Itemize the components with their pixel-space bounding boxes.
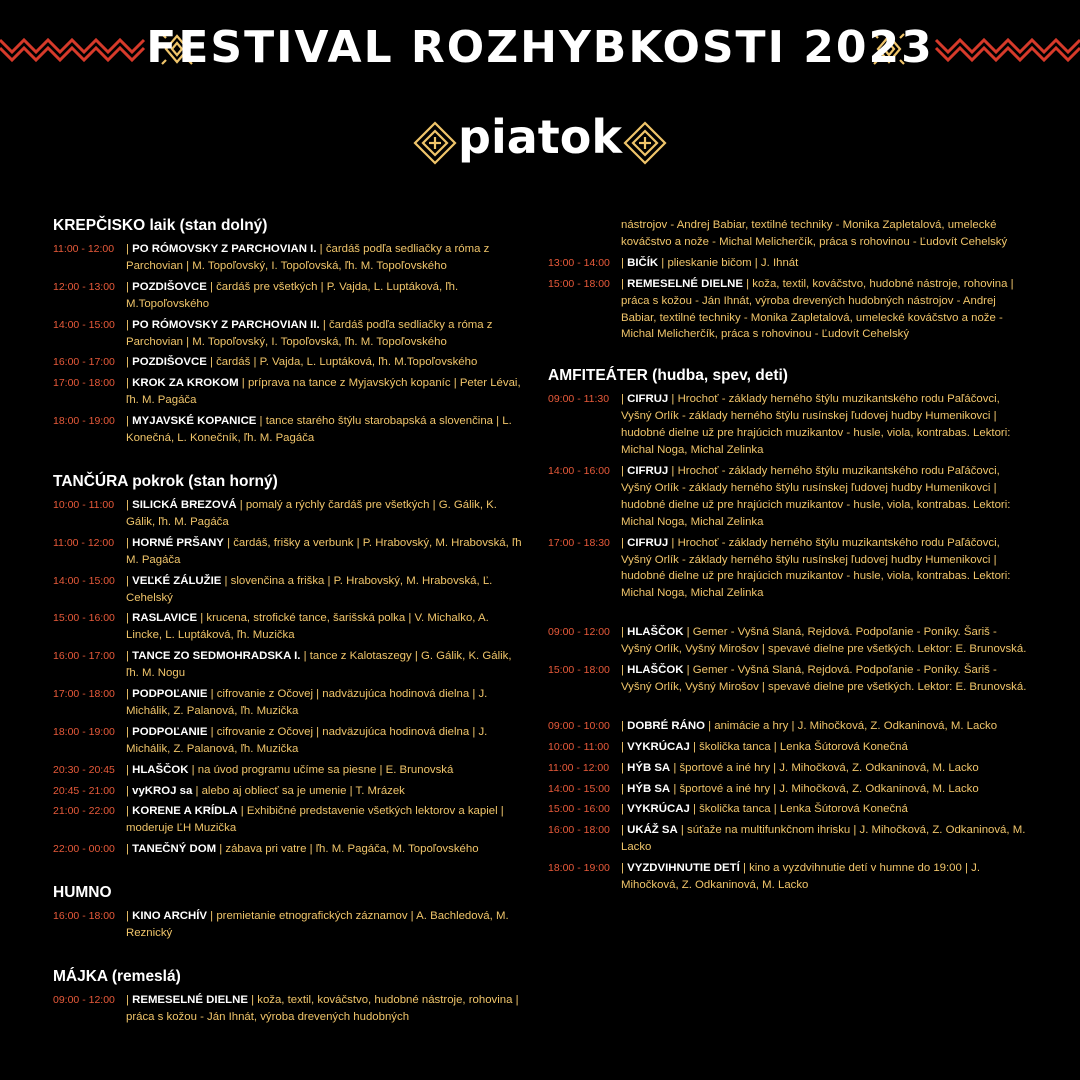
entry-text: krucena, strofické tance, šarišská polka | V. Michalko, A. Lincke, L. Luptáková, ľh. Muzička: [126, 612, 489, 642]
entry-time: 14:00 - 16:00: [548, 464, 610, 477]
amfiteater-music-workshops: [548, 391, 1028, 602]
schedule-entry: [548, 217, 1028, 251]
entry-text: cifrovanie z Očovej | nadväzujúca hodinová dielna | J. Michálik, Z. Palanová, ľh. Muzička: [126, 725, 488, 755]
entry-time: 20:30 - 20:45: [53, 763, 115, 776]
right-column: [548, 217, 1028, 898]
entry-name: HLAŠČOK: [627, 626, 684, 639]
separator: |: [238, 377, 248, 390]
separator: |: [192, 784, 202, 797]
entry-description: | DOBRÉ RÁNO | animácie a hry | J. Mihočková, Z. Odkaninová, M. Lacko: [621, 719, 998, 732]
schedule-entry: [53, 841, 523, 858]
entry-text: školička tanca | Lenka Šútorová Konečná: [699, 803, 908, 816]
entry-text: Gemer - Vyšná Slaná, Rejdová. Podpoľanie - Poníky. Šariš - Vyšný Orlík, Vyšný Mirošov | spevavé dielne pre všetkých. Lektor: E. Brunovská.: [621, 664, 1027, 693]
separator: |: [223, 536, 234, 549]
separator: |: [207, 910, 217, 923]
entry-description: | CIFRUJ | Hrochoť - základy herného štýlu muzikantského rodu Paľáčovci, Vyšný Orlík - základy herného štýlu rusínskej ľudovej hudby Humenikovci | hudobné dielne už pre hrajúcich muzikantov - husle, viola, kontrabas. Lektori: Michal Noga, Michal Zelinka: [621, 393, 1011, 457]
separator: |: [247, 994, 258, 1006]
entry-description: | POZDIŠOVCE | čardáš pre všetkých | P. Vajda, L. Luptáková, ľh. M.Topoľovského: [126, 280, 459, 310]
schedule-section: [53, 968, 523, 1026]
schedule-entry: [53, 573, 523, 607]
entry-description: | TANEČNÝ DOM | zábava pri vatre | ľh. M. Pagáča, M. Topoľovského: [126, 843, 479, 856]
schedule-entry: [53, 317, 523, 351]
entry-description: | REMESELNÉ DIELNE | koža, textil, kováčstvo, hudobné nástroje, rohovina | práca s kožou - Ján Ihnát, výroba drevených hudobných: [126, 994, 519, 1023]
entry-text: kino a vyzdvihnutie detí v humne do 19:00 | J. Mihočková, Z. Odkaninová, M. Lacko: [621, 862, 980, 892]
schedule-entry: [548, 535, 1028, 603]
entry-name: MYJAVSKÉ KOPANICE: [132, 415, 257, 428]
separator: |: [216, 843, 226, 856]
separator: |: [683, 626, 693, 639]
entry-description: | KORENE A KRÍDLA | Exhibičné predstavenie všetkých lektorov a kapiel | moderuje ĽH Muzička: [126, 805, 504, 835]
entry-description: | vyKROJ sa | alebo aj obliecť sa je umenie | T. Mrázek: [126, 784, 405, 797]
entry-text: školička tanca | Lenka Šútorová Konečná: [699, 740, 908, 753]
entry-description: | VYKRÚCAJ | školička tanca | Lenka Šútorová Konečná: [621, 803, 908, 816]
separator: |: [677, 824, 688, 837]
entry-text: Gemer - Vyšná Slaná, Rejdová. Podpoľanie - Poníky. Šariš - Vyšný Orlík, Vyšný Mirošov | spevavé dielne pre všetkých. Lektor: E. Brunovská.: [621, 626, 1027, 656]
separator: |: [670, 761, 680, 774]
entry-name: SILICKÁ BREZOVÁ: [132, 498, 237, 511]
entry-time: 20:45 - 21:00: [53, 784, 115, 797]
entry-time: 14:00 - 15:00: [53, 574, 115, 587]
entry-time: 10:00 - 11:00: [53, 498, 115, 511]
entry-description: [621, 217, 1028, 251]
entry-text: čardáš pre všetkých | P. Vajda, L. Luptáková, ľh. M.Topoľovského: [126, 280, 459, 310]
separator: |: [704, 719, 715, 732]
entry-text: plieskanie bičom | J. Ihnát: [667, 256, 799, 269]
schedule-entry: [548, 822, 1028, 856]
entry-description: | CIFRUJ | Hrochoť - základy herného štýlu muzikantského rodu Paľáčovci, Vyšný Orlík - základy herného štýlu rusínskej ľudovej hudby Humenikovci | hudobné dielne už pre hrajúcich muzikantov - husle, viola, kontrabas. Lektori: Michal Noga, Michal Zelinka: [621, 464, 1011, 528]
entry-name: HÝB SA: [627, 782, 671, 795]
schedule-entry: [548, 624, 1028, 658]
amfiteater-kids-program: [548, 718, 1028, 894]
entry-description: | MYJAVSKÉ KOPANICE | tance starého štýlu starobapská a slovenčina | L. Konečná, L. Konečník, ľh. M. Pagáča: [126, 415, 512, 445]
schedule-entry: [548, 255, 1028, 272]
entry-name: CIFRUJ: [627, 464, 669, 477]
schedule-entry: [53, 279, 523, 313]
entry-text: zábava pri vatre | ľh. M. Pagáča, M. Topoľovského: [225, 843, 479, 856]
entry-description: | SILICKÁ BREZOVÁ | pomalý a rýchly čardáš pre všetkých | G. Gálik, K. Gálik, ľh. M. Pagáča: [126, 498, 497, 528]
separator: |: [221, 574, 231, 587]
entry-time: 18:00 - 19:00: [548, 862, 610, 875]
schedule-section: [53, 473, 523, 858]
separator: |: [668, 393, 678, 406]
entry-description: | VYZDVIHNUTIE DETÍ | kino a vyzdvihnutie detí v humne do 19:00 | J. Mihočková, Z. Odkaninová, M. Lacko: [621, 862, 980, 892]
entry-description: | HLAŠČOK | na úvod programu učíme sa piesne | E. Brunovská: [126, 763, 454, 776]
entry-name: HLAŠČOK: [132, 763, 189, 776]
entry-text: čardáš podľa sedliačky a róma z Parchovian | M. Topoľovský, I. Topoľovská, ľh. M. Topoľovského: [126, 243, 490, 272]
entry-text: koža, textil, kováčstvo, hudobné nástroje, rohovina | práca s kožou - Ján Ihnát, výroba drevených hudobných nástrojov - Andrej Babiar, textilné techniky - Monika Zapletalová, umelecké kováčstvo a nože - Michal Melicherčík, práca s rohovinou - Ľudovít Cehelský: [621, 277, 1014, 341]
entry-time: 12:00 - 13:00: [53, 280, 115, 293]
separator: |: [668, 536, 678, 549]
schedule-entry: [53, 241, 523, 275]
festival-title: FESTIVAL ROZHYBKOSTI 2023: [146, 22, 934, 73]
entry-description: | VEĽKÉ ZÁLUŽIE | slovenčina a friška | P. Hrabovský, M. Hrabovská, Ľ. Cehelský: [126, 574, 493, 604]
entry-name: HLAŠČOK: [627, 664, 684, 677]
entry-time: 18:00 - 19:00: [53, 415, 115, 428]
schedule-entry: [548, 781, 1028, 798]
entry-name: UKÁŽ SA: [627, 824, 678, 837]
entry-time: 17:00 - 18:30: [548, 536, 610, 549]
separator: |: [670, 782, 680, 795]
entry-time: 16:00 - 17:00: [53, 650, 115, 663]
separator: |: [739, 862, 750, 875]
separator: |: [236, 498, 246, 511]
schedule-section: [53, 884, 523, 942]
schedule-section: [53, 217, 523, 447]
entry-description: | HLAŠČOK | Gemer - Vyšná Slaná, Rejdová. Podpoľanie - Poníky. Šariš - Vyšný Orlík, Vyšný Mirošov | spevavé dielne pre všetkých. Lektor: E. Brunovská.: [621, 664, 1027, 693]
entry-time: 16:00 - 18:00: [53, 910, 115, 923]
separator: |: [658, 256, 668, 269]
entry-name: TANCE ZO SEDMOHRADSKA I.: [132, 650, 301, 663]
section-title: MÁJKA (remeslá): [53, 968, 181, 985]
entry-text: súťaže na multifunkčnom ihrisku | J. Mihočková, Z. Odkaninová, M. Lacko: [621, 824, 1026, 854]
entry-time: 11:00 - 12:00: [53, 243, 115, 255]
schedule-entry: [53, 610, 523, 644]
entry-name: VEĽKÉ ZÁLUŽIE: [132, 574, 222, 587]
entry-time: 13:00 - 14:00: [548, 256, 610, 269]
entry-name: KORENE A KRÍDLA: [132, 805, 238, 818]
entry-description: | PO RÓMOVSKY Z PARCHOVIAN I. | čardáš podľa sedliačky a róma z Parchovian | M. Topoľovský, I. Topoľovská, ľh. M. Topoľovského: [126, 243, 490, 272]
entry-description: | CIFRUJ | Hrochoť - základy herného štýlu muzikantského rodu Paľáčovci, Vyšný Orlík - základy herného štýlu rusínskej ľudovej hudby Humenikovci | hudobné dielne už pre hrajúcich muzikantov - husle, viola, kontrabas. Lektori: Michal Noga, Michal Zelinka: [621, 536, 1011, 600]
entry-description: | KINO ARCHÍV | premietanie etnografických záznamov | A. Bachledová, M. Reznický: [126, 910, 509, 940]
schedule-entry: [53, 908, 523, 942]
separator: |: [206, 356, 217, 369]
entry-name: RASLAVICE: [132, 612, 198, 625]
entry-description: | VYKRÚCAJ | školička tanca | Lenka Šútorová Konečná: [621, 740, 908, 753]
schedule-entry: [548, 718, 1028, 735]
entry-text: čardáš, frišky a verbunk | P. Hrabovský, M. Hrabovská, ľh M. Pagáča: [126, 536, 522, 566]
schedule-entry: [548, 760, 1028, 777]
entry-time: 14:00 - 15:00: [548, 782, 610, 795]
separator: |: [683, 664, 693, 677]
schedule-entry: [53, 497, 523, 531]
entry-text: na úvod programu učíme sa piesne | E. Brunovská: [197, 763, 454, 776]
separator: |: [188, 763, 198, 776]
entry-description: | PO RÓMOVSKY Z PARCHOVIAN II. | čardáš podľa sedliačky a róma z Parchovian | M. Topoľovský, I. Topoľovská, ľh. M. Topoľovského: [126, 318, 493, 348]
entry-time: 17:00 - 18:00: [53, 377, 115, 390]
separator: |: [237, 805, 247, 818]
entry-description: | PODPOĽANIE | cifrovanie z Očovej | nadväzujúca hodinová dielna | J. Michálik, Z. Palanová, ľh. Muzička: [126, 688, 488, 717]
section-title-amfiteater: AMFITEÁTER (hudba, spev, deti): [548, 367, 788, 385]
schedule-entry: [53, 803, 523, 837]
entry-description: | HORNÉ PRŠANY | čardáš, frišky a verbunk | P. Hrabovský, M. Hrabovská, ľh M. Pagáča: [126, 536, 522, 566]
entry-text: alebo aj obliecť sa je umenie | T. Mrázek: [201, 784, 405, 797]
entry-name: PODPOĽANIE: [132, 725, 208, 738]
separator: |: [256, 415, 266, 428]
schedule-entry: [53, 783, 523, 800]
section-title: KREPČISKO laik (stan dolný): [53, 217, 268, 234]
entry-text: Exhibičné predstavenie všetkých lektorov a kapiel | moderuje ĽH Muzička: [126, 805, 504, 835]
entry-name: TANEČNÝ DOM: [132, 843, 217, 856]
entry-text: čardáš | P. Vajda, L. Luptáková, ľh. M.Topoľovského: [216, 356, 478, 369]
separator: |: [197, 612, 207, 625]
entry-description: | POZDIŠOVCE | čardáš | P. Vajda, L. Luptáková, ľh. M.Topoľovského: [126, 356, 478, 369]
schedule-entry: [548, 463, 1028, 531]
entry-time: 09:00 - 10:00: [548, 719, 610, 732]
separator: |: [207, 725, 217, 738]
entry-name: REMESELNÉ DIELNE: [627, 277, 743, 290]
schedule-entry: [53, 762, 523, 779]
entry-text: tance starého štýlu starobapská a slovenčina | L. Konečná, L. Konečník, ľh. M. Pagáča: [126, 415, 512, 445]
entry-time: 15:00 - 18:00: [548, 664, 610, 677]
entry-text: Hrochoť - základy herného štýlu muzikantského rodu Paľáčovci, Vyšný Orlík - základy herného štýlu rusínskej ľudovej hudby Humenikovci | hudobné dielne už pre hrajúcich muzikantov - husle, viola, kontrabas. Lektori: Michal Noga, Michal Zelinka: [621, 464, 1011, 528]
entry-time: 15:00 - 16:00: [548, 803, 610, 816]
schedule-entry: [53, 724, 523, 758]
entry-time: 11:00 - 12:00: [548, 761, 610, 774]
separator: |: [206, 280, 217, 293]
entry-name: KINO ARCHÍV: [132, 910, 208, 923]
schedule-entry: [53, 535, 523, 569]
entry-time: 21:00 - 22:00: [53, 805, 115, 818]
separator: |: [668, 464, 678, 477]
entry-name: POZDIŠOVCE: [132, 356, 207, 369]
entry-text: nástrojov - Andrej Babiar, textilné techniky - Monika Zapletalová, umelecké kováčstvo a nože - Michal Melicherčík, práca s rohovinou - Ľudovít Cehelský: [621, 219, 1008, 248]
schedule-entry: [53, 686, 523, 720]
entry-name: VYZDVIHNUTIE DETÍ: [627, 862, 740, 875]
entry-name: HORNÉ PRŠANY: [132, 536, 224, 549]
entry-description: | TANCE ZO SEDMOHRADSKA I. | tance z Kalotaszegy | G. Gálik, K. Gálik, ľh. M. Nogu: [126, 650, 512, 680]
entry-text: cifrovanie z Očovej | nadväzujúca hodinová dielna | J. Michálik, Z. Palanová, ľh. Muzička: [126, 688, 488, 717]
section-spacer: [53, 946, 523, 968]
entry-text: premietanie etnografických záznamov | A. Bachledová, M. Reznický: [126, 910, 509, 940]
amfiteater-singing-workshops: [548, 624, 1028, 696]
entry-time: 18:00 - 19:00: [53, 725, 115, 738]
entry-text: animácie a hry | J. Mihočková, Z. Odkaninová, M. Lacko: [714, 719, 998, 732]
entry-text: slovenčina a friška | P. Hrabovský, M. Hrabovská, Ľ. Cehelský: [126, 574, 493, 604]
entry-name: PODPOĽANIE: [132, 688, 208, 701]
schedule-entry: [548, 276, 1028, 344]
entry-text: športové a iné hry | J. Mihočková, Z. Odkaninová, M. Lacko: [679, 782, 979, 795]
entry-text: príprava na tance z Myjavských kopaníc | Peter Lévai, ľh. M. Pagáča: [126, 377, 521, 407]
separator: |: [316, 243, 326, 255]
entry-name: vyKROJ sa: [132, 784, 193, 797]
entry-name: CIFRUJ: [627, 536, 669, 549]
entry-name: PO RÓMOVSKY Z PARCHOVIAN I.: [132, 243, 317, 255]
schedule-entry: [548, 801, 1028, 818]
entry-name: DOBRÉ RÁNO: [627, 719, 705, 732]
entry-time: 16:00 - 17:00: [53, 356, 115, 369]
separator: |: [300, 650, 310, 663]
entry-description: | REMESELNÉ DIELNE | koža, textil, kováčstvo, hudobné nástroje, rohovina | práca s kožou - Ján Ihnát, výroba drevených hudobných nástrojov - Andrej Babiar, textilné techniky - Monika Zapletalová, umelecké kováčstvo a nože - Michal Melicherčík, práca s rohovinou - Ľudovít Cehelský: [621, 277, 1014, 341]
entry-name: REMESELNÉ DIELNE: [132, 994, 248, 1006]
separator: |: [689, 803, 700, 816]
entry-description: | PODPOĽANIE | cifrovanie z Očovej | nadväzujúca hodinová dielna | J. Michálik, Z. Palanová, ľh. Muzička: [126, 725, 488, 755]
entry-name: BIČÍK: [627, 256, 659, 269]
schedule-entry: [548, 662, 1028, 696]
schedule-entry: [53, 375, 523, 409]
entry-description: | KROK ZA KROKOM | príprava na tance z Myjavských kopaníc | Peter Lévai, ľh. M. Pagáča: [126, 377, 521, 407]
entry-time: 15:00 - 18:00: [548, 277, 610, 290]
entry-text: pomalý a rýchly čardáš pre všetkých | G. Gálik, K. Gálik, ľh. M. Pagáča: [126, 498, 497, 528]
section-spacer: [53, 862, 523, 884]
entry-name: HÝB SA: [627, 761, 671, 774]
schedule-entry: [53, 992, 523, 1026]
entry-time: 16:00 - 18:00: [548, 824, 610, 837]
separator: |: [689, 740, 700, 753]
entry-description: | RASLAVICE | krucena, strofické tance, šarišská polka | V. Michalko, A. Lincke, L. Luptáková, ľh. Muzička: [126, 612, 489, 642]
schedule-entry: [53, 648, 523, 682]
entry-text: tance z Kalotaszegy | G. Gálik, K. Gálik, ľh. M. Nogu: [126, 650, 512, 680]
entry-name: KROK ZA KROKOM: [132, 377, 239, 390]
separator: |: [319, 318, 329, 331]
entry-time: 15:00 - 16:00: [53, 612, 115, 625]
entry-time: 11:00 - 12:00: [53, 536, 115, 549]
left-column: [53, 217, 523, 1030]
entry-time: 09:00 - 11:30: [548, 393, 610, 406]
entry-text: čardáš podľa sedliačky a róma z Parchovian | M. Topoľovský, I. Topoľovská, ľh. M. Topoľovského: [126, 318, 493, 348]
entry-time: [548, 217, 621, 251]
schedule-entry: [53, 413, 523, 447]
entry-time: 10:00 - 11:00: [548, 740, 610, 753]
entry-description: | UKÁŽ SA | súťaže na multifunkčnom ihrisku | J. Mihočková, Z. Odkaninová, M. Lacko: [621, 824, 1026, 854]
entry-text: športové a iné hry | J. Mihočková, Z. Odkaninová, M. Lacko: [679, 761, 979, 774]
schedule-entry: [548, 860, 1028, 894]
day-title: piatok: [458, 110, 622, 164]
entry-name: VYKRÚCAJ: [627, 740, 690, 753]
schedule-entry: [53, 354, 523, 371]
section-title: TANČÚRA pokrok (stan horný): [53, 472, 278, 490]
entry-name: CIFRUJ: [627, 393, 669, 406]
entry-time: 09:00 - 12:00: [53, 994, 115, 1006]
entry-text: koža, textil, kováčstvo, hudobné nástroje, rohovina | práca s kožou - Ján Ihnát, výroba drevených hudobných: [126, 994, 519, 1023]
entry-text: Hrochoť - základy herného štýlu muzikantského rodu Paľáčovci, Vyšný Orlík - základy herného štýlu rusínskej ľudovej hudby Humenikovci | hudobné dielne už pre hrajúcich muzikantov - husle, viola, kontrabas. Lektori: Michal Noga, Michal Zelinka: [621, 393, 1011, 457]
schedule-entry: [548, 739, 1028, 756]
entry-name: POZDIŠOVCE: [132, 280, 207, 293]
section-spacer: [53, 451, 523, 473]
entry-time: 14:00 - 15:00: [53, 318, 115, 331]
separator: |: [207, 688, 217, 701]
separator: |: [742, 277, 753, 290]
entry-description: | HLAŠČOK | Gemer - Vyšná Slaná, Rejdová. Podpoľanie - Poníky. Šariš - Vyšný Orlík, Vyšný Mirošov | spevavé dielne pre všetkých. Lektor: E. Brunovská.: [621, 626, 1027, 656]
entry-time: 09:00 - 12:00: [548, 626, 610, 639]
entry-description: | HÝB SA | športové a iné hry | J. Mihočková, Z. Odkaninová, M. Lacko: [621, 761, 979, 774]
schedule-entry: [548, 391, 1028, 459]
entry-description: | HÝB SA | športové a iné hry | J. Mihočková, Z. Odkaninová, M. Lacko: [621, 782, 979, 795]
majka-continuation: [548, 217, 1028, 343]
entry-name: PO RÓMOVSKY Z PARCHOVIAN II.: [132, 318, 320, 331]
section-title: HUMNO: [53, 884, 112, 902]
entry-time: 17:00 - 18:00: [53, 688, 115, 701]
entry-text: Hrochoť - základy herného štýlu muzikantského rodu Paľáčovci, Vyšný Orlík - základy herného štýlu rusínskej ľudovej hudby Humenikovci | hudobné dielne už pre hrajúcich muzikantov - husle, viola, kontrabas. Lektori: Michal Noga, Michal Zelinka: [621, 536, 1011, 600]
entry-time: 22:00 - 00:00: [53, 843, 115, 856]
entry-description: | BIČÍK | plieskanie bičom | J. Ihnát: [621, 256, 799, 269]
entry-name: VYKRÚCAJ: [627, 803, 690, 816]
